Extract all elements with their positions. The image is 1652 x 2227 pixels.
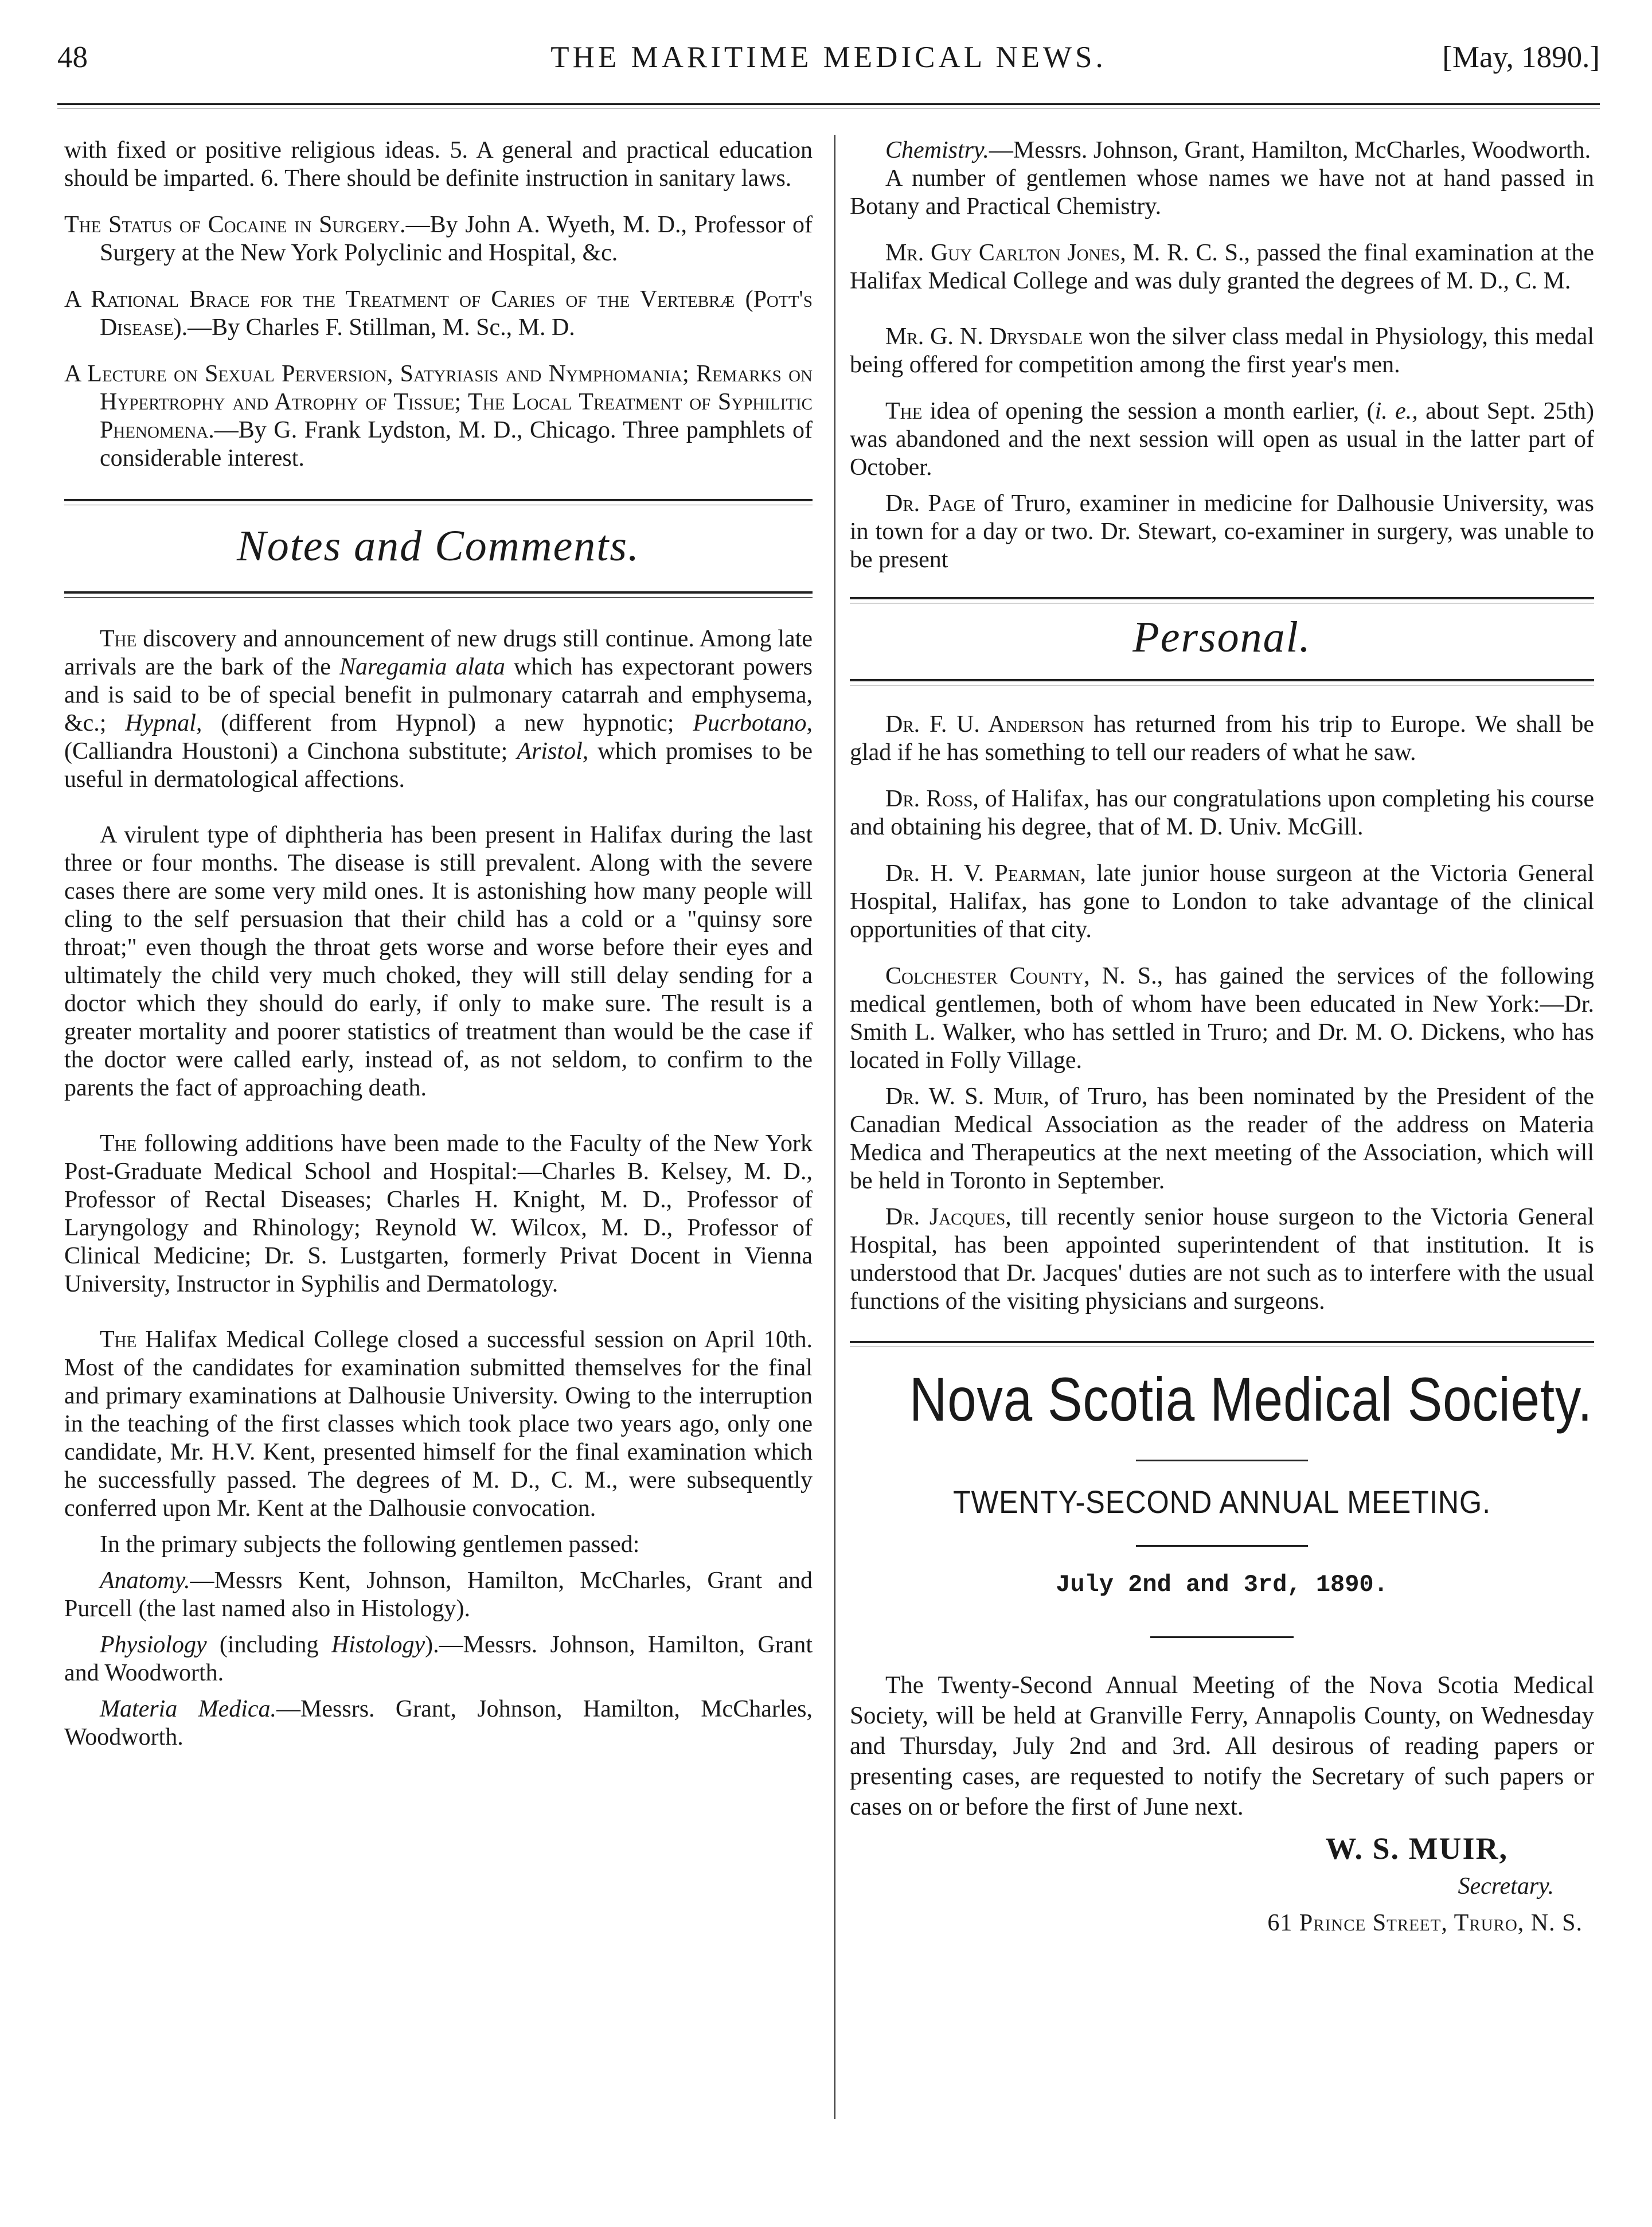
section-rule	[64, 591, 813, 598]
personal-item: Dr. Ross, of Halifax, has our congratulations upon completing his course and obtaining his degree, that of M. D. Univ. McGill.	[850, 786, 1594, 840]
article-paragraph: Mr. Guy Carlton Jones, M. R. C. S., passed the final examination at the Halifax Medical College and was duly granted the degrees of M. D., C. M.	[850, 240, 1595, 294]
article-paragraph: The discovery and announcement of new drugs still continue. Among late arrivals are the bark of the Naregamia alata which has expectorant powers and is said to be of special benefit in pulmonary catarrah and emphysema, &c.; Hypnal, (different from Hypnol) a new hypnotic; Pucrbotano, (Calliandra Houstoni) a Cinchona substitute; Aristol, which promises to be useful in dermatological affections.	[64, 626, 813, 793]
section-rule	[850, 1341, 1594, 1347]
section-rule	[850, 679, 1594, 685]
subject-list-item: Chemistry.—Messrs. Johnson, Grant, Hamilton, McCharles, Woodworth.	[885, 137, 1591, 163]
pamphlet-title: The Status of Cocaine in Surgery.	[64, 212, 406, 238]
article-paragraph: The Halifax Medical College closed a successful session on April 10th. Most of the candidates for examination submitted themselves for the final and primary examinations at Dalhousie University. Owing to the interruption in the teaching of the first classes which took place two years ago, only one candidate, Mr. H.V. Kent, presented himself for the final examination which he successfully passed. The degrees of M. D., C. M., were subsequently conferred upon Mr. Kent at the Dalhousie convocation.	[64, 1327, 813, 1522]
article-paragraph: Dr. Page of Truro, examiner in medicine for Dalhousie University, was in town for a day or two. Dr. Stewart, co-examiner in surgery, was unable to be present	[850, 490, 1594, 573]
article-paragraph: In the primary subjects the following gentlemen passed:	[100, 1531, 640, 1558]
article-paragraph: A virulent type of diphtheria has been present in Halifax during the last three or four months. The disease is still prevalent. Along with the severe cases there are some very mild ones. It is astonishing how many people will cling to the self persuasion that their child has a cold or a "quinsy sore throat;" even though the throat gets worse and worse before their eyes and ultimately the child very much choked, they will still delay sending for a doctor which they should do early, if only to make sure. The result is a greater mortality and poorer statistics of treatment than would be the case if the doctor were called early, instead of, as not seldom, to confirm to the parents the fact of approaching death.	[64, 822, 813, 1101]
intro-paragraph: with fixed or positive religious ideas. 5. A general and practical education should be imparted. 6. There should be definite instruction in sanitary laws.	[64, 137, 813, 192]
issue-date: [May, 1890.]	[1442, 41, 1600, 74]
pamphlet-title: A Rational Brace for the Treatment of Caries of the Vertebræ (Pott's Disease).	[64, 286, 813, 341]
secretary-role: Secretary.	[1458, 1873, 1554, 1900]
meeting-notice: The Twenty-Second Annual Meeting of the Nova Scotia Medical Society, will be held at Granville Ferry, Annapolis County, on Wednesday and Thursday, July 2nd and 3rd. All desirous of reading papers or presenting cases, are requested to notify the Secretary of such papers or cases on or before the first of June next.	[850, 1672, 1594, 1820]
column-divider	[834, 135, 835, 2119]
pamphlet-author: —By G. Frank Lydston, M. D., Chicago. Three pamphlets of considerable interest.	[100, 417, 813, 471]
short-rule	[1136, 1460, 1308, 1461]
journal-title: THE MARITIME MEDICAL NEWS.	[550, 41, 1107, 74]
pamphlet-item	[64, 360, 813, 473]
article-paragraph: Mr. G. N. Drysdale won the silver class medal in Physiology, this medal being offered for competition among the first year's men.	[850, 323, 1594, 378]
meeting-dates: July 2nd and 3rd, 1890.	[1056, 1571, 1388, 1598]
pamphlet-author: —By Charles F. Stillman, M. Sc., M. D.	[188, 314, 575, 341]
personal-item: Dr. W. S. Muir, of Truro, has been nominated by the President of the Canadian Medical Association as the reader of the address on Materia Medica and Therapeutics at the next meeting of the Association, which will be held in Toronto in September.	[850, 1083, 1594, 1194]
section-title-personal: Personal.	[1132, 613, 1311, 661]
subject-list-item: Physiology (including Histology).—Messrs. Johnson, Hamilton, Grant and Woodworth.	[64, 1632, 813, 1686]
pamphlet-author: —By John A. Wyeth, M. D., Professor of Surgery at the New York Polyclinic and Hospital, &c.	[100, 212, 813, 266]
section-rule	[64, 499, 813, 505]
pamphlet-item	[64, 211, 813, 267]
article-paragraph: The idea of opening the session a month earlier, (i. e., about Sept. 25th) was abandoned and the next session will open as usual in the latter part of October.	[850, 398, 1594, 481]
section-title-notes: Notes and Comments.	[237, 522, 640, 570]
article-paragraph: A number of gentlemen whose names we have not at hand passed in Botany and Practical Chemistry.	[850, 165, 1594, 220]
society-title: Nova Scotia Medical Society.	[909, 1364, 1593, 1434]
secretary-signature: W. S. MUIR,	[1325, 1831, 1508, 1866]
section-rule	[850, 597, 1594, 603]
page-number: 48	[57, 41, 88, 74]
running-head	[57, 40, 1600, 86]
subject-list-item: Materia Medica.—Messrs. Grant, Johnson, Hamilton, McCharles, Woodworth.	[64, 1696, 813, 1750]
header-rule	[57, 103, 1600, 108]
personal-item: Dr. Jacques, till recently senior house surgeon to the Victoria General Hospital, has been appointed superintendent of that institution. It is understood that Dr. Jacques' duties are not such as to interfere with the usual functions of the visiting physicians and surgeons.	[850, 1204, 1594, 1315]
left-column	[64, 136, 813, 1752]
personal-item: Colchester County, N. S., has gained the services of the following medical gentlemen, both of whom have been educated in New York:—Dr. Smith L. Walker, who has settled in Truro; and Dr. M. O. Dickens, who has located in Folly Village.	[850, 963, 1594, 1074]
short-rule	[1136, 1545, 1308, 1547]
right-column	[850, 136, 1594, 1938]
subject-list-item: Anatomy.—Messrs Kent, Johnson, Hamilton, McCharles, Grant and Purcell (the last named also in Histology).	[64, 1567, 813, 1622]
secretary-address: 61 Prince Street, Truro, N. S.	[1267, 1910, 1583, 1936]
meeting-title: TWENTY-SECOND ANNUAL MEETING.	[952, 1484, 1491, 1520]
personal-item: Dr. F. U. Anderson has returned from his trip to Europe. We shall be glad if he has something to tell our readers of what he saw.	[850, 711, 1594, 766]
pamphlet-title: A Lecture on Sexual Perversion, Satyriasis and Nymphomania; Remarks on Hypertrophy and Atrophy of Tissue; The Local Treatment of Syphilitic Phenomena.	[64, 361, 813, 443]
pamphlet-item	[64, 286, 813, 342]
article-paragraph: The following additions have been made to the Faculty of the New York Post-Graduate Medical School and Hospital:—Charles B. Kelsey, M. D., Professor of Rectal Diseases; Charles H. Knight, M. D., Professor of Laryngology and Rhinology; Reynold W. Wilcox, M. D., Professor of Clinical Medicine; Dr. S. Lustgarten, formerly Privat Docent in Vienna University, Instructor in Syphilis and Dermatology.	[64, 1130, 813, 1297]
short-rule	[1150, 1636, 1294, 1638]
personal-item: Dr. H. V. Pearman, late junior house surgeon at the Victoria General Hospital, Halifax, has gone to London to take advantage of the clinical opportunities of that city.	[850, 860, 1594, 943]
